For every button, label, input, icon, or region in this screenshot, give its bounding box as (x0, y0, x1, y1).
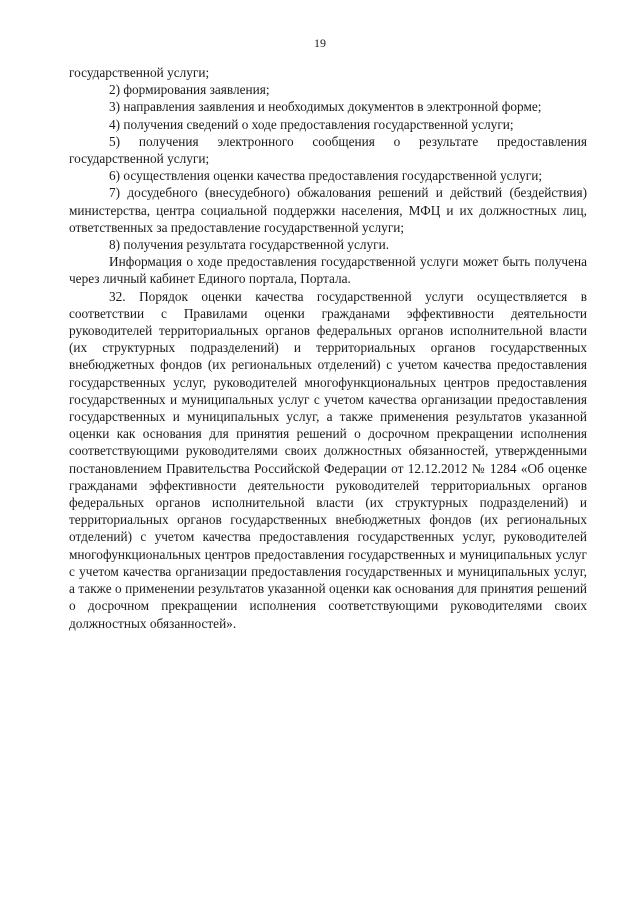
paragraph-progress-info: Информация о ходе предоставления государственной услуги может быть получена через личный кабинет Единого портала, Портала. (69, 254, 587, 287)
list-item-8: 8) получения результата государственной услуги. (109, 237, 390, 253)
list-item-6: 6) осуществления оценки качества предоставления государственной услуги; (109, 168, 543, 184)
list-item-5: 5) получения электронного сообщения о результате предоставления государственной услуги; (69, 133, 587, 167)
paragraph-continuation: государственной услуги; (69, 65, 210, 80)
list-item-2: 2) формирования заявления; (109, 82, 270, 98)
list-item-7: 7) досудебного (внесудебного) обжалования решений и действий (бездействия) министерства, центра социальной поддержки населения, МФЦ и их должностных лиц, ответственных за предоставление государственной услуги; (69, 185, 587, 235)
page-number: 19 (314, 36, 326, 50)
list-item-3: 3) направления заявления и необходимых документов в электронной форме; (109, 99, 542, 115)
paragraph-section-32: 32. Порядок оценки качества государственной услуги осуществляется в соответствии с Правилами оценки гражданами эффективности деятельности руководителей территориальных органов федеральных органов исполнительной власти (их структурных подразделений) и территориальных органов государственных внебюджетных фондов (их региональных отделений) с учетом качества предоставления государственных услуг, руководителей многофункциональных центров предоставления государственных и муниципальных услуг с учетом качества организации предоставления государственных и муниципальных услуг, а также применения результатов указанной оценки как основания для принятия решений о досрочном прекращении исполнения соответствующими руководителями своих должностных обязанностей, утвержденными постановлением Правительства Российской Федерации от 12.12.2012 № 1284 «Об оценке гражданами эффективности деятельности руководителей территориальных органов федеральных органов исполнительной власти (их структурных подразделений) и территориальных органов государственных внебюджетных фондов (их региональных отделений) с учетом качества предоставления государственных услуг, руководителей многофункциональных центров предоставления государственных и муниципальных услуг с учетом качества организации предоставления государственных и муниципальных услуг, а также о применении результатов указанной оценки как основания для принятия решений о досрочном прекращении исполнения соответствующими руководителями своих должностных обязанностей». (69, 288, 587, 631)
document-body (69, 64, 587, 632)
list-item-4: 4) получения сведений о ходе предоставления государственной услуги; (109, 116, 514, 132)
